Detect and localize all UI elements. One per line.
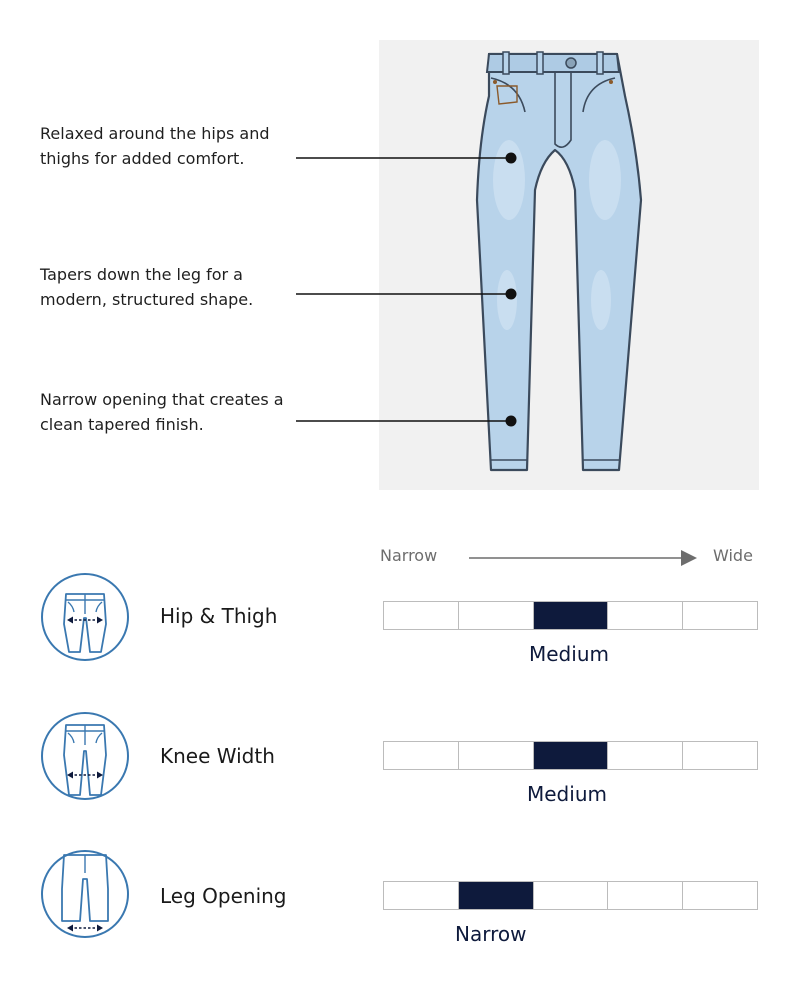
leg-opening-scale [383, 881, 758, 910]
hip-thigh-icon [40, 572, 130, 662]
leader-opening [296, 416, 517, 427]
knee-width-icon [40, 711, 130, 801]
scale-segment [459, 742, 534, 769]
callout-hips-thighs: Relaxed around the hips and thighs for added comfort. [40, 124, 270, 168]
scale-segment [534, 882, 609, 909]
leader-hips [296, 153, 517, 164]
leg-opening-icon [40, 849, 130, 939]
metric-label-leg-opening: Leg Opening [160, 884, 287, 908]
metric-label-knee-width: Knee Width [160, 744, 275, 768]
hip-thigh-scale [383, 601, 758, 630]
scale-arrow-icon [469, 549, 701, 567]
knee-width-scale [383, 741, 758, 770]
hip-thigh-value: Medium [529, 642, 609, 666]
scale-narrow-label: Narrow [380, 546, 438, 565]
knee-width-value: Medium [527, 782, 607, 806]
leader-taper [296, 289, 517, 300]
callout-opening: Narrow opening that creates a clean tapered finish. [40, 390, 284, 434]
scale-segment [608, 602, 683, 629]
scale-segment [608, 882, 683, 909]
scale-segment [683, 742, 757, 769]
scale-wide-label: Wide [713, 546, 753, 565]
scale-segment [683, 602, 757, 629]
metric-label-hip-thigh: Hip & Thigh [160, 604, 278, 628]
scale-segment [384, 602, 459, 629]
scale-segment-active [534, 602, 609, 629]
scale-segment-active [534, 742, 609, 769]
scale-segment [683, 882, 757, 909]
scale-segment-active [459, 882, 534, 909]
scale-segment [608, 742, 683, 769]
scale-segment [459, 602, 534, 629]
scale-segment [384, 742, 459, 769]
scale-segment [384, 882, 459, 909]
leg-opening-value: Narrow [455, 922, 527, 946]
callout-taper: Tapers down the leg for a modern, structured shape. [40, 265, 254, 309]
